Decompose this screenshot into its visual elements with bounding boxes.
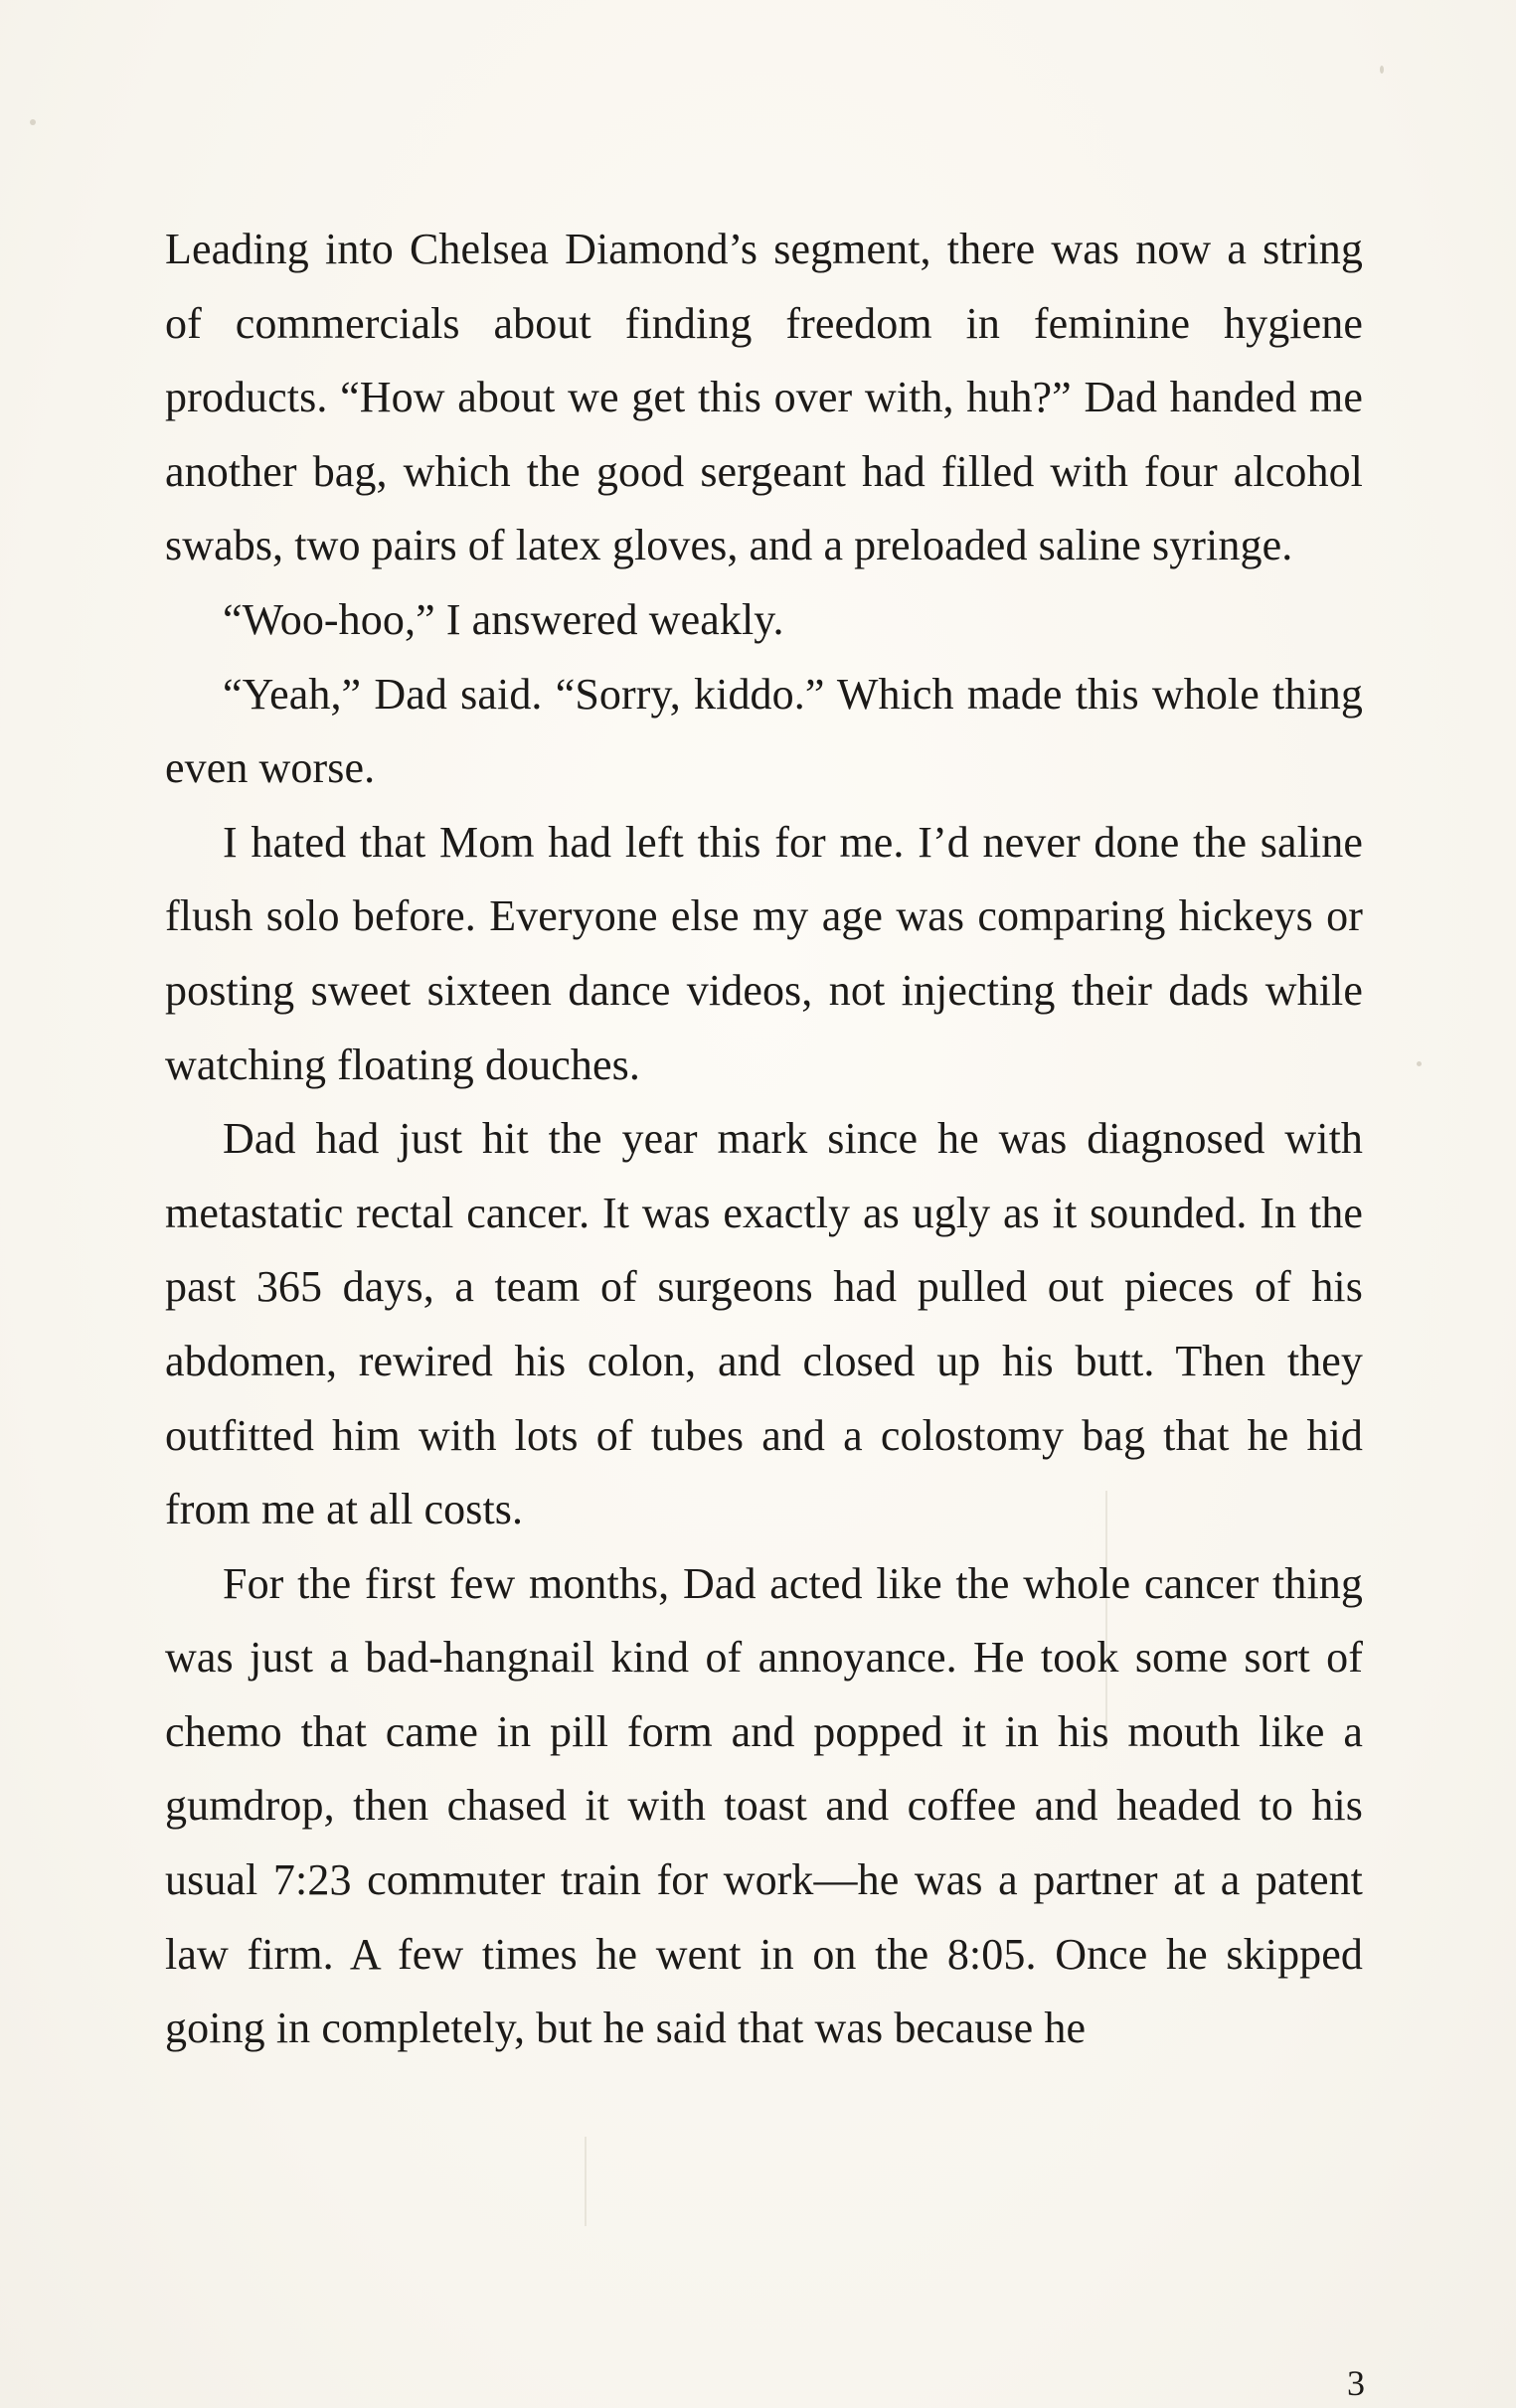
paragraph: I hated that Mom had left this for me. I’d never done the saline flush solo before. Everyone else my age was comparing hickeys or posting sweet sixteen dance videos, not injecting their dads while watching floating douches. bbox=[165, 817, 1363, 1089]
paper-speck bbox=[1417, 1061, 1422, 1066]
paper-speck bbox=[30, 119, 36, 125]
paper-speck bbox=[1380, 66, 1384, 74]
paragraph: “Woo-hoo,” I answered weakly. bbox=[223, 594, 784, 644]
paragraph: Leading into Chelsea Diamond’s segment, there was now a string of commercials about finding freedom in feminine hygiene products. “How about we get this over with, huh?” Dad handed me another bag, which the good sergeant had filled with four alcohol swabs, two pairs of latex gloves, and a preloaded saline syringe. bbox=[165, 225, 1363, 570]
paragraph: “Yeah,” Dad said. “Sorry, kiddo.” Which made this whole thing even worse. bbox=[165, 669, 1363, 793]
paper-streak bbox=[585, 2137, 587, 2226]
paragraph: Dad had just hit the year mark since he was diagnosed with metastatic rectal cancer. It was exactly as ugly as it sounded. In the past 365 days, a team of surgeons had pulled out pieces of his abdomen, rewired his colon, and closed up his butt. Then they outfitted him with lots of tubes and a colostomy bag that he hid from me at all costs. bbox=[165, 1114, 1363, 1534]
paragraph: For the first few months, Dad acted like the whole cancer thing was just a bad-hangnail kind of annoyance. He took some sort of chemo that came in pill form and popped it in his mouth like a gumdrop, then chased it with toast and coffee and headed to his usual 7:23 commuter train for work—he was a partner at a patent law firm. A few times he went in on the 8:05. Once he skipped going in completely, but he said that was because he bbox=[165, 1558, 1363, 2053]
page-number: 3 bbox=[1347, 2363, 1365, 2403]
body-text bbox=[165, 213, 1363, 2066]
